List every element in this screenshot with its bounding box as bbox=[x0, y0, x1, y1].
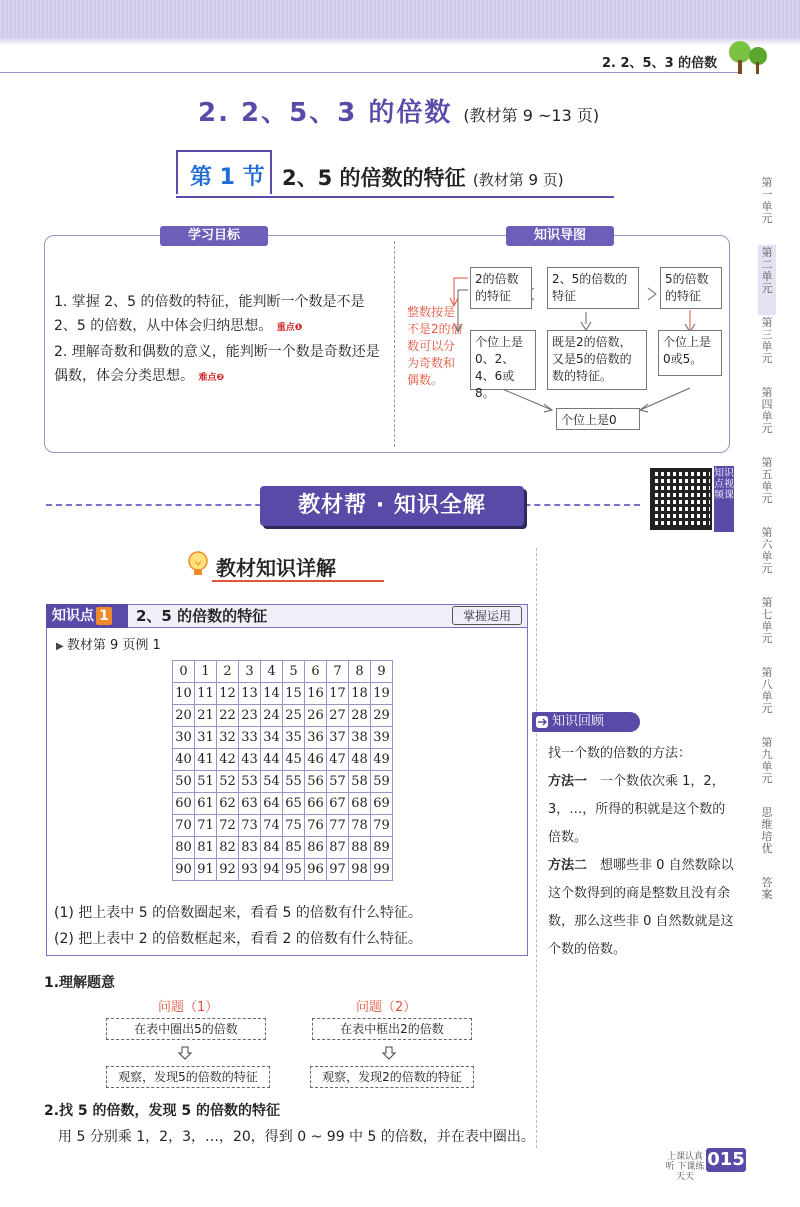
grid-cell: 83 bbox=[239, 837, 261, 859]
grid-cell: 79 bbox=[371, 815, 393, 837]
mindmap-node-5-detail: 个位上是0或5。 bbox=[658, 330, 722, 376]
pointing-hand-icon bbox=[535, 715, 549, 729]
grid-cell: 52 bbox=[217, 771, 239, 793]
grid-cell: 82 bbox=[217, 837, 239, 859]
grid-cell: 92 bbox=[217, 859, 239, 881]
grid-cell: 26 bbox=[305, 705, 327, 727]
grid-cell: 35 bbox=[283, 727, 305, 749]
grid-cell: 71 bbox=[195, 815, 217, 837]
grid-cell: 40 bbox=[173, 749, 195, 771]
grid-cell: 85 bbox=[283, 837, 305, 859]
section-rule bbox=[176, 196, 614, 198]
grid-cell: 56 bbox=[305, 771, 327, 793]
goal-item-2: 2. 理解奇数和偶数的意义，能判断一个数是奇数还是偶数，体会分类思想。 难点❷ bbox=[54, 344, 380, 384]
grid-cell: 91 bbox=[195, 859, 217, 881]
mastery-badge: 掌握运用 bbox=[452, 606, 522, 625]
mindmap-node-25: 2、5的倍数的特征 bbox=[547, 267, 639, 309]
grid-cell: 0 bbox=[173, 661, 195, 683]
grid-cell: 94 bbox=[261, 859, 283, 881]
grid-cell: 47 bbox=[327, 749, 349, 771]
grid-cell: 53 bbox=[239, 771, 261, 793]
grid-row bbox=[173, 793, 393, 815]
grid-cell: 54 bbox=[261, 771, 283, 793]
grid-cell: 51 bbox=[195, 771, 217, 793]
goal-item-1: 1. 掌握 2、5 的倍数的特征，能判断一个数是不是 2、5 的倍数，从中体会归纳思想。 重点❶ bbox=[54, 294, 365, 334]
review-content bbox=[548, 740, 734, 964]
grid-cell: 13 bbox=[239, 683, 261, 705]
section-subtitle: 2、5 的倍数的特征 (教材第 9 页) bbox=[282, 166, 564, 190]
grid-cell: 34 bbox=[261, 727, 283, 749]
grid-cell: 2 bbox=[217, 661, 239, 683]
unit-sidebar bbox=[758, 175, 776, 945]
mindmap-node-2: 2的倍数的特征 bbox=[470, 267, 532, 309]
sidebar-item-unit3[interactable]: 第三单元 bbox=[761, 316, 773, 365]
grid-cell: 69 bbox=[371, 793, 393, 815]
tree-icon bbox=[726, 38, 770, 74]
grid-cell: 59 bbox=[371, 771, 393, 793]
sidebar-item-unit1[interactable]: 第一单元 bbox=[761, 176, 773, 225]
grid-cell: 19 bbox=[371, 683, 393, 705]
grid-cell: 70 bbox=[173, 815, 195, 837]
section-banner: 教材帮 · 知识全解 bbox=[260, 486, 524, 526]
grid-cell: 8 bbox=[349, 661, 371, 683]
lightbulb-icon bbox=[186, 550, 210, 580]
grid-cell: 30 bbox=[173, 727, 195, 749]
grid-cell: 73 bbox=[239, 815, 261, 837]
qr-code[interactable] bbox=[650, 468, 712, 530]
problem2-step-b: 观察，发现2的倍数的特征 bbox=[310, 1066, 474, 1088]
sidebar-item-unit6[interactable]: 第六单元 bbox=[761, 526, 773, 575]
grid-cell: 63 bbox=[239, 793, 261, 815]
grid-cell: 18 bbox=[349, 683, 371, 705]
sidebar-item-answers[interactable]: 答案 bbox=[761, 876, 773, 901]
grid-cell: 6 bbox=[305, 661, 327, 683]
grid-cell: 67 bbox=[327, 793, 349, 815]
grid-cell: 96 bbox=[305, 859, 327, 881]
grid-cell: 95 bbox=[283, 859, 305, 881]
grid-row bbox=[173, 837, 393, 859]
grid-cell: 88 bbox=[349, 837, 371, 859]
grid-row bbox=[173, 749, 393, 771]
question-2: (2) 把上表中 2 的倍数框起来，看看 2 的倍数有什么特征。 bbox=[54, 931, 422, 947]
review-method-2: 方法二 想哪些非 0 自然数除以这个数得到的商是整数且没有余数，那么这些非 0 自然数就是这个数的倍数。 bbox=[548, 858, 734, 957]
page-number: 015 bbox=[707, 1149, 745, 1170]
grid-cell: 68 bbox=[349, 793, 371, 815]
problem2-step-a: 在表中框出2的倍数 bbox=[312, 1018, 472, 1040]
section-label: 第 1 节 bbox=[176, 150, 272, 194]
knowledge-point-title: 2、5 的倍数的特征 bbox=[136, 607, 268, 625]
footer-slogan: 上课认真听 下课练天天 bbox=[665, 1152, 705, 1182]
grid-cell: 42 bbox=[217, 749, 239, 771]
grid-cell: 72 bbox=[217, 815, 239, 837]
grid-cell: 38 bbox=[349, 727, 371, 749]
grid-cell: 61 bbox=[195, 793, 217, 815]
grid-cell: 77 bbox=[327, 815, 349, 837]
grid-cell: 33 bbox=[239, 727, 261, 749]
step2-text: 用 5 分别乘 1，2，3，…，20，得到 0 ~ 99 中 5 的倍数，并在表中圈出。 bbox=[58, 1129, 535, 1145]
grid-cell: 11 bbox=[195, 683, 217, 705]
grid-cell: 74 bbox=[261, 815, 283, 837]
grid-cell: 90 bbox=[173, 859, 195, 881]
sidebar-item-unit4[interactable]: 第四单元 bbox=[761, 386, 773, 435]
grid-cell: 41 bbox=[195, 749, 217, 771]
grid-row bbox=[173, 771, 393, 793]
grid-cell: 23 bbox=[239, 705, 261, 727]
mindmap-tag: 知识导图 bbox=[506, 226, 614, 246]
grid-cell: 97 bbox=[327, 859, 349, 881]
grid-row bbox=[173, 683, 393, 705]
grid-cell: 66 bbox=[305, 793, 327, 815]
grid-cell: 25 bbox=[283, 705, 305, 727]
grid-cell: 21 bbox=[195, 705, 217, 727]
grid-cell: 87 bbox=[327, 837, 349, 859]
grid-cell: 24 bbox=[261, 705, 283, 727]
review-intro: 找一个数的倍数的方法： bbox=[548, 746, 692, 761]
question-1: (1) 把上表中 5 的倍数圈起来，看看 5 的倍数有什么特征。 bbox=[54, 905, 422, 921]
grid-cell: 5 bbox=[283, 661, 305, 683]
sidebar-item-advanced[interactable]: 思维培优 bbox=[761, 806, 773, 855]
problem2-label: 问题（2） bbox=[356, 1000, 417, 1015]
detail-title: 教材知识详解 bbox=[216, 556, 336, 580]
grid-cell: 64 bbox=[261, 793, 283, 815]
grid-cell: 4 bbox=[261, 661, 283, 683]
sidebar-item-unit5[interactable]: 第五单元 bbox=[761, 456, 773, 505]
grid-cell: 80 bbox=[173, 837, 195, 859]
number-grid bbox=[172, 660, 393, 881]
grid-cell: 36 bbox=[305, 727, 327, 749]
grid-cell: 32 bbox=[217, 727, 239, 749]
grid-cell: 62 bbox=[217, 793, 239, 815]
grid-cell: 29 bbox=[371, 705, 393, 727]
grid-cell: 49 bbox=[371, 749, 393, 771]
grid-cell: 7 bbox=[327, 661, 349, 683]
grid-cell: 76 bbox=[305, 815, 327, 837]
grid-cell: 31 bbox=[195, 727, 217, 749]
problem1-label: 问题（1） bbox=[158, 1000, 219, 1015]
grid-cell: 20 bbox=[173, 705, 195, 727]
grid-cell: 99 bbox=[371, 859, 393, 881]
running-title: 2. 2、5、3 的倍数 bbox=[602, 56, 718, 71]
grid-cell: 58 bbox=[349, 771, 371, 793]
grid-row bbox=[173, 859, 393, 881]
mindmap-node-25-detail: 既是2的倍数，又是5的倍数的数的特征。 bbox=[547, 330, 647, 390]
goals-tag: 学习目标 bbox=[160, 226, 268, 246]
grid-cell: 28 bbox=[349, 705, 371, 727]
grid-cell: 89 bbox=[371, 837, 393, 859]
sidebar-item-unit8[interactable]: 第八单元 bbox=[761, 666, 773, 715]
sidebar-item-unit7[interactable]: 第七单元 bbox=[761, 596, 773, 645]
example-ref: ▶ 教材第 9 页例 1 bbox=[56, 634, 161, 653]
grid-row bbox=[173, 705, 393, 727]
grid-cell: 1 bbox=[195, 661, 217, 683]
grid-cell: 12 bbox=[217, 683, 239, 705]
grid-cell: 84 bbox=[261, 837, 283, 859]
knowledge-point-tag: 知识点 1 bbox=[46, 604, 128, 628]
grid-cell: 3 bbox=[239, 661, 261, 683]
step2-title: 2.找 5 的倍数，发现 5 的倍数的特征 bbox=[44, 1103, 281, 1119]
grid-cell: 37 bbox=[327, 727, 349, 749]
page-title: 2. 2、5、3 的倍数 (教材第 9 ~13 页) bbox=[198, 98, 600, 128]
grid-cell: 17 bbox=[327, 683, 349, 705]
grid-cell: 78 bbox=[349, 815, 371, 837]
grid-cell: 15 bbox=[283, 683, 305, 705]
sidebar-item-unit2[interactable]: 第二单元 bbox=[758, 245, 776, 315]
grid-cell: 50 bbox=[173, 771, 195, 793]
grid-row bbox=[173, 661, 393, 683]
qr-label: 知识点视频课 bbox=[714, 466, 734, 532]
grid-cell: 22 bbox=[217, 705, 239, 727]
down-arrow-icon bbox=[178, 1046, 192, 1060]
header-rule bbox=[0, 72, 740, 73]
step1-title: 1.理解题意 bbox=[44, 975, 116, 991]
review-method-1: 方法一 一个数依次乘 1，2，3，…，所得的积就是这个数的倍数。 bbox=[548, 774, 726, 845]
grid-cell: 27 bbox=[327, 705, 349, 727]
grid-cell: 57 bbox=[327, 771, 349, 793]
mindmap-node-5: 5的倍数的特征 bbox=[660, 267, 722, 309]
header-band bbox=[0, 0, 800, 46]
mindmap-note: 整数按是不是2的倍数可以分为奇数和偶数。 bbox=[407, 305, 463, 387]
review-tag: 知识回顾 bbox=[532, 712, 640, 732]
detail-underline bbox=[212, 580, 384, 582]
grid-cell: 9 bbox=[371, 661, 393, 683]
mindmap-node-2-detail: 个位上是0、2、4、6或8。 bbox=[470, 330, 536, 390]
grid-cell: 55 bbox=[283, 771, 305, 793]
goals-list bbox=[54, 290, 390, 390]
sidebar-item-unit9[interactable]: 第九单元 bbox=[761, 736, 773, 785]
grid-cell: 98 bbox=[349, 859, 371, 881]
grid-cell: 44 bbox=[261, 749, 283, 771]
goals-divider bbox=[394, 241, 395, 447]
grid-cell: 16 bbox=[305, 683, 327, 705]
column-divider bbox=[536, 548, 537, 1148]
grid-cell: 43 bbox=[239, 749, 261, 771]
problem1-step-a: 在表中圈出5的倍数 bbox=[106, 1018, 266, 1040]
grid-cell: 46 bbox=[305, 749, 327, 771]
grid-row bbox=[173, 727, 393, 749]
grid-row bbox=[173, 815, 393, 837]
problem1-step-b: 观察，发现5的倍数的特征 bbox=[106, 1066, 270, 1088]
grid-cell: 81 bbox=[195, 837, 217, 859]
mindmap-node-bottom: 个位上是0 bbox=[556, 408, 640, 430]
grid-cell: 93 bbox=[239, 859, 261, 881]
grid-cell: 14 bbox=[261, 683, 283, 705]
grid-cell: 60 bbox=[173, 793, 195, 815]
grid-cell: 86 bbox=[305, 837, 327, 859]
down-arrow-icon bbox=[382, 1046, 396, 1060]
grid-cell: 65 bbox=[283, 793, 305, 815]
grid-cell: 75 bbox=[283, 815, 305, 837]
grid-cell: 10 bbox=[173, 683, 195, 705]
grid-cell: 48 bbox=[349, 749, 371, 771]
grid-cell: 39 bbox=[371, 727, 393, 749]
grid-cell: 45 bbox=[283, 749, 305, 771]
